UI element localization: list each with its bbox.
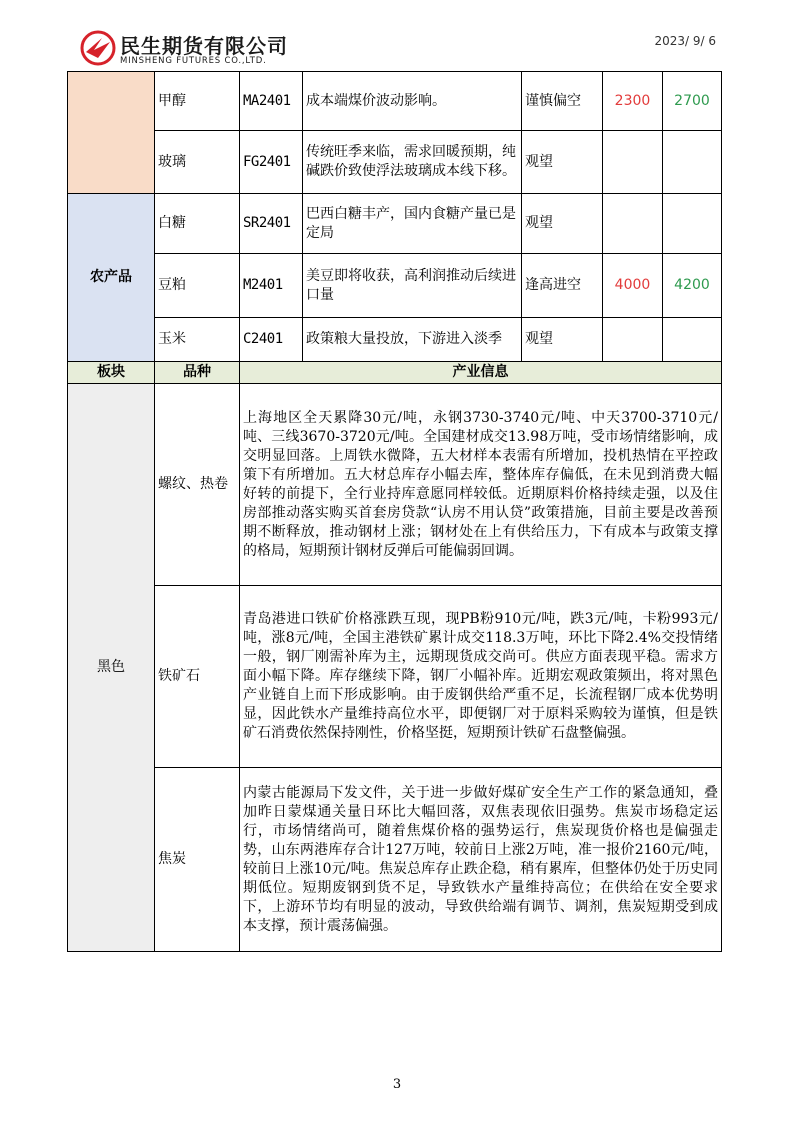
industry-info: 青岛港进口铁矿价格涨跌互现，现PB粉910元/吨，跌3元/吨，卡粉993元/吨，涨8元/吨，全国主港铁矿累计成交118.3万吨，环比下降2.4%交投情绪一般，钢厂刚需补库为主，远期现货成交尚可。供应方面表现平稳。需求方面小幅下降。库存继续下降，钢厂小幅补库。近期宏观政策频出，将对黑色产业链自上而下形成影响。由于废钢供给严重不足，长流程钢厂成本优势明显，因此铁水产量维持高位水平，即便钢厂对于原料采购较为谨慎，但是铁矿石消费依然保持刚性，价格坚挺，短期预计铁矿石盘整偏强。	[240, 586, 722, 768]
report-date: 2023/ 9/ 6	[654, 34, 716, 48]
variety-name: 玉米	[155, 318, 240, 362]
entry-price	[603, 131, 663, 194]
table-row	[68, 131, 722, 194]
contract-code: FG2401	[240, 131, 303, 194]
entry-price: 2300	[603, 72, 663, 131]
futures-table	[67, 71, 722, 952]
black-sector-cell: 黑色	[68, 384, 155, 952]
strategy: 观望	[522, 318, 603, 362]
agri-sector-cell: 农产品	[68, 194, 155, 362]
stop-price	[663, 318, 722, 362]
entry-price	[603, 194, 663, 254]
variety-name: 玻璃	[155, 131, 240, 194]
variety-name: 铁矿石	[155, 586, 240, 768]
fundamental-info: 政策粮大量投放，下游进入淡季	[303, 318, 522, 362]
header-sector: 板块	[68, 362, 155, 384]
company-logo-icon	[80, 30, 116, 66]
table-row	[68, 586, 722, 768]
page-number: 3	[392, 1077, 402, 1092]
strategy: 谨慎偏空	[522, 72, 603, 131]
header-variety: 品种	[155, 362, 240, 384]
page-header	[78, 24, 728, 72]
stop-price	[663, 194, 722, 254]
fundamental-info: 成本端煤价波动影响。	[303, 72, 522, 131]
contract-code: MA2401	[240, 72, 303, 131]
variety-name: 豆粕	[155, 254, 240, 318]
contract-code: C2401	[240, 318, 303, 362]
header-industry-info: 产业信息	[240, 362, 722, 384]
strategy: 观望	[522, 194, 603, 254]
company-name-en: MINSHENG FUTURES CO.,LTD.	[120, 56, 267, 66]
table-row	[68, 384, 722, 586]
table-row	[68, 254, 722, 318]
table-row	[68, 318, 722, 362]
industry-info: 内蒙古能源局下发文件，关于进一步做好煤矿安全生产工作的紧急通知，叠加昨日蒙煤通关量日环比大幅回落，双焦表现依旧强势。焦炭市场稳定运行，市场情绪尚可，随着焦煤价格的强势运行，焦炭现货价格也是偏强走势，山东两港库存合计127万吨，较前日上涨2万吨，准一报价2160元/吨，较前日上涨10元/吨。焦炭总库存止跌企稳，稍有累库，但整体仍处于历史同期低位。短期废钢到货不足，导致铁水产量维持高位；在供给在安全要求下，上游环节均有明显的波动，导致供给端有调节、调剂，焦炭短期受到成本支撑，预计震荡偏强。	[240, 768, 722, 952]
variety-name: 焦炭	[155, 768, 240, 952]
entry-price	[603, 318, 663, 362]
table-header-row	[68, 362, 722, 384]
stop-price: 2700	[663, 72, 722, 131]
table-row	[68, 72, 722, 131]
entry-price: 4000	[603, 254, 663, 318]
contract-code: SR2401	[240, 194, 303, 254]
strategy: 逢高进空	[522, 254, 603, 318]
energy-sector-cell	[68, 72, 155, 194]
table-row	[68, 768, 722, 952]
variety-name: 螺纹、热卷	[155, 384, 240, 586]
fundamental-info: 美豆即将收获，高利润推动后续进口量	[303, 254, 522, 318]
company-name-cn: 民生期货有限公司	[120, 34, 288, 58]
variety-name: 甲醇	[155, 72, 240, 131]
variety-name: 白糖	[155, 194, 240, 254]
contract-code: M2401	[240, 254, 303, 318]
stop-price	[663, 131, 722, 194]
fundamental-info: 传统旺季来临，需求回暖预期，纯碱跌价致使浮法玻璃成本线下移。	[303, 131, 522, 194]
fundamental-info: 巴西白糖丰产，国内食糖产量已是定局	[303, 194, 522, 254]
table-row	[68, 194, 722, 254]
stop-price: 4200	[663, 254, 722, 318]
industry-info: 上海地区全天累降30元/吨，永钢3730-3740元/吨、中天3700-3710元/吨、三线3670-3720元/吨。全国建材成交13.98万吨，受市场情绪影响，成交明显回落。上周铁水微降，五大材样本表需有所增加，投机热情在平控政策下有所增加。五大材总库存小幅去库，整体库存偏低，在未见到消费大幅好转的前提下，全行业持库意愿同样较低。近期原料价格持续走强，以及住房部推动落实购买首套房贷款“认房不用认贷”政策措施，目前主要是改善预期不断释放，推动钢材上涨；钢材处在上有供给压力，下有成本与政策支撑的格局，短期预计钢材反弹后可能偏弱回调。	[240, 384, 722, 586]
strategy: 观望	[522, 131, 603, 194]
